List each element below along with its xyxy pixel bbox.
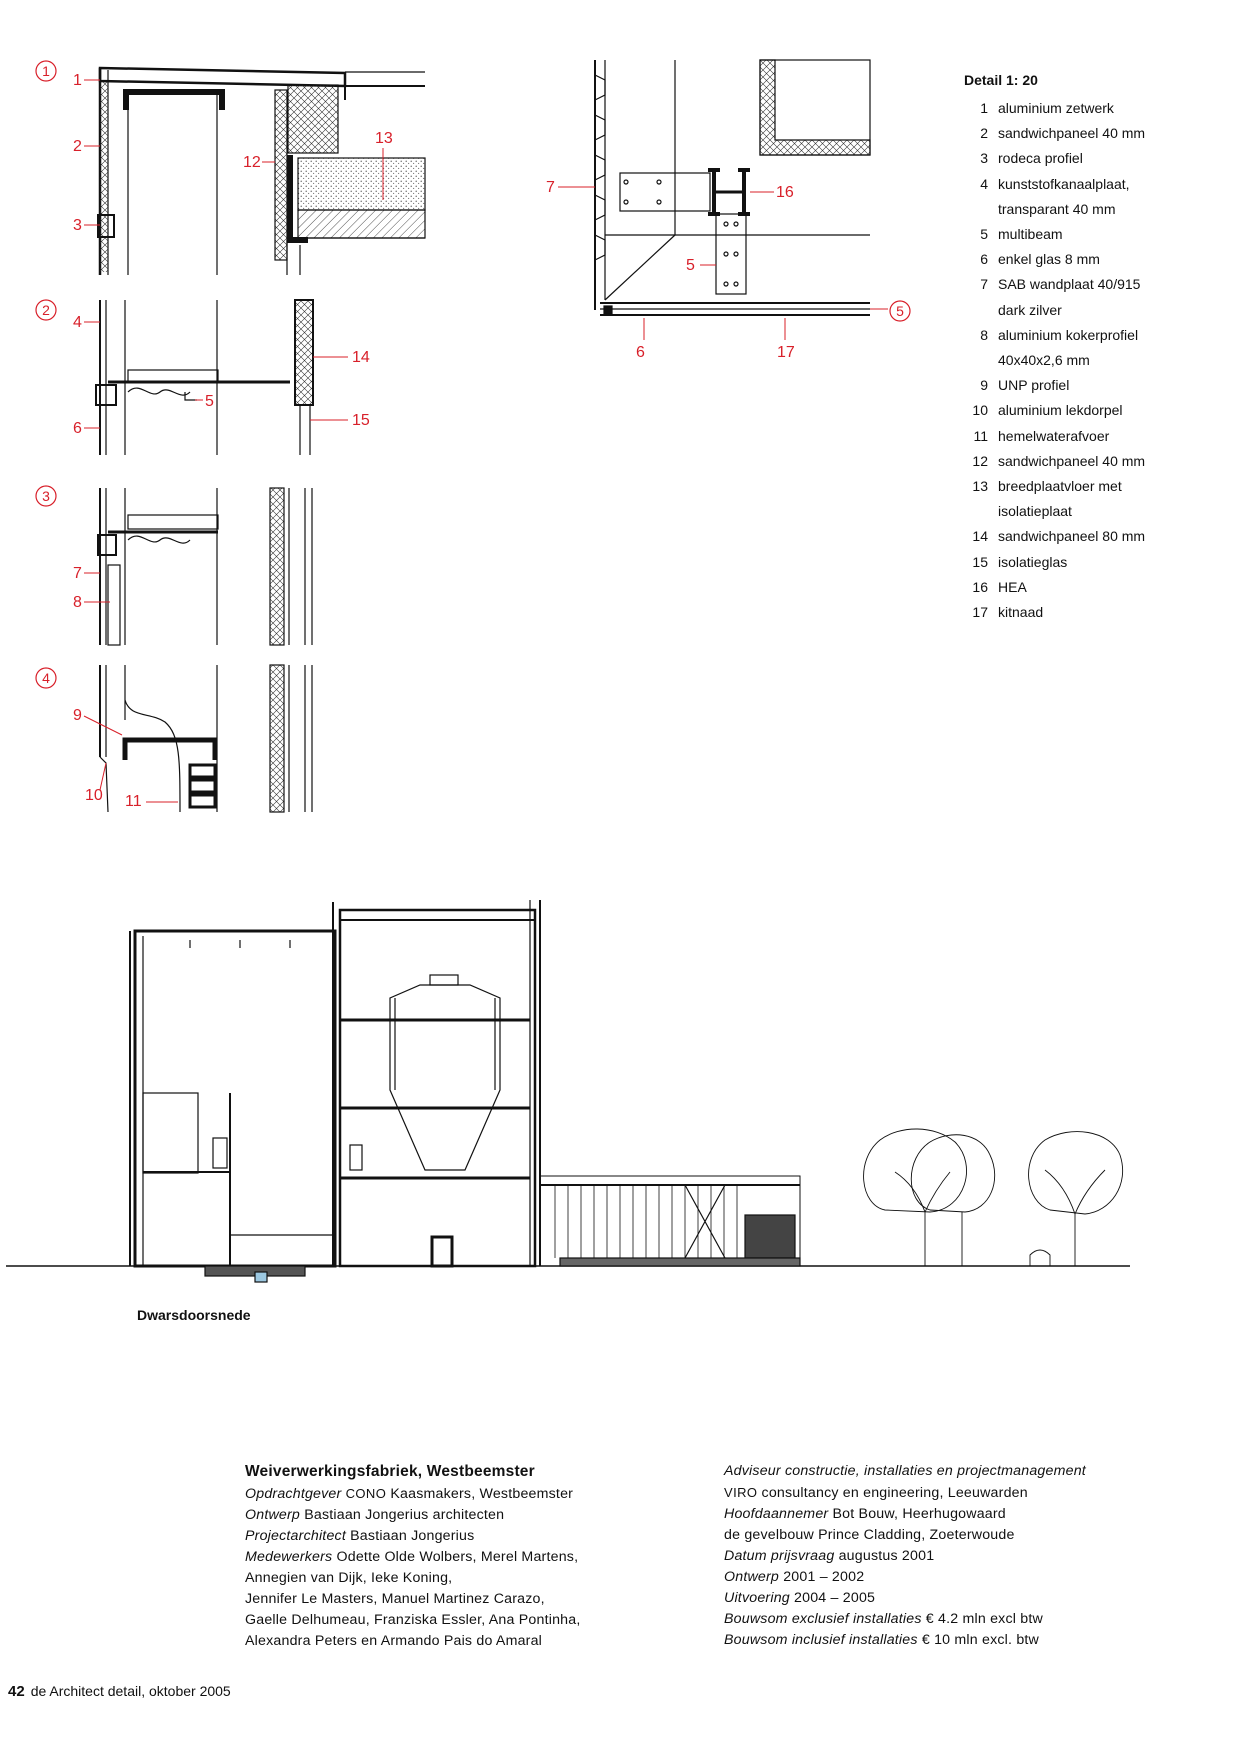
label-13: 13 <box>375 130 393 147</box>
section-caption: Dwarsdoorsnede <box>137 1307 251 1323</box>
colophon-left-rows <box>245 1483 685 1652</box>
legend-item-text: aluminium zetwerk <box>998 100 1114 116</box>
legend-item <box>960 524 1190 549</box>
legend-item-text: HEA <box>998 578 1027 595</box>
legend-item-number: 7 <box>980 276 988 293</box>
legend-item-number: 2 <box>980 125 988 142</box>
legend-item-number: 14 <box>972 528 988 545</box>
colophon-row <box>724 1546 1144 1567</box>
colophon-label: Hoofdaannemer <box>724 1506 829 1522</box>
colophon-label: Projectarchitect <box>245 1528 346 1544</box>
page-footer <box>8 1683 231 1700</box>
colophon-value: de gevelbouw Prince Cladding, Zoeterwoude <box>724 1527 1015 1543</box>
label-6b: 6 <box>636 344 645 361</box>
colophon-label: Adviseur constructie, installaties en projectmanagement <box>724 1463 1086 1479</box>
label-11: 11 <box>125 793 142 810</box>
legend-item-number: 9 <box>980 377 988 394</box>
label-12: 12 <box>243 154 261 171</box>
legend-item-text: sandwichpaneel 80 mm <box>998 528 1146 545</box>
legend-item-number: 8 <box>980 326 988 343</box>
colophon-value: Bastiaan Jongerius <box>350 1528 475 1544</box>
colophon-value: Jennifer Le Masters, Manuel Martinez Carazo, <box>245 1591 545 1607</box>
legend-title: Detail 1: 20 <box>964 72 1038 88</box>
colophon-value: Annegien van Dijk, Ieke Koning, <box>245 1570 453 1586</box>
detail-mark-2: 2 <box>42 302 50 318</box>
colophon-row <box>245 1589 685 1610</box>
legend-item-number: 11 <box>973 427 988 444</box>
detail-mark-4: 4 <box>42 670 50 686</box>
colophon-label: Datum prijsvraag <box>724 1548 835 1564</box>
colophon-row <box>724 1482 1144 1504</box>
legend-item <box>960 449 1190 474</box>
legend-item-number: 10 <box>972 402 988 419</box>
legend-item <box>960 172 1190 222</box>
label-9: 9 <box>73 707 82 724</box>
legend-item <box>960 575 1190 600</box>
legend-item-text: aluminium kokerprofiel 40x40x2,6 mm <box>998 326 1139 369</box>
colophon-row <box>724 1567 1144 1588</box>
colophon-value-rest: Kaasmakers, Westbeemster <box>386 1486 574 1502</box>
legend-item <box>960 96 1190 121</box>
legend-item-text: enkel glas 8 mm <box>998 251 1100 268</box>
legend-item <box>960 247 1190 272</box>
label-14: 14 <box>352 349 370 366</box>
legend-item-text: sandwichpaneel 40 mm <box>998 125 1146 142</box>
colophon-row <box>245 1547 685 1568</box>
colophon-label: Opdrachtgever <box>245 1486 342 1502</box>
label-5: 5 <box>205 393 214 410</box>
colophon-value-rest: consultancy en engineering, Leeuwarden <box>757 1485 1028 1501</box>
detail-1 <box>36 61 425 275</box>
label-7: 7 <box>73 565 82 582</box>
colophon-row <box>245 1610 685 1631</box>
colophon-right-rows <box>724 1461 1144 1651</box>
legend-item-text: UNP profiel <box>998 377 1070 394</box>
label-17: 17 <box>777 344 795 361</box>
colophon-value: € 10 mln excl. btw <box>921 1632 1039 1648</box>
colophon-row <box>245 1483 685 1505</box>
cross-section-drawing <box>0 880 1240 1300</box>
legend-item <box>960 146 1190 171</box>
project-title: Weiverwerkingsfabriek, Westbeemster <box>245 1463 535 1480</box>
legend-item-number: 12 <box>972 452 988 469</box>
colophon-left <box>245 1461 685 1652</box>
label-3: 3 <box>73 217 82 234</box>
legend-item-text: rodeca profiel <box>998 150 1083 167</box>
legend-item-number: 16 <box>972 578 988 595</box>
legend-item-number: 15 <box>972 553 988 570</box>
detail-5 <box>595 60 870 315</box>
colophon-value: 2004 – 2005 <box>794 1590 876 1606</box>
legend-item <box>960 323 1190 373</box>
colophon-row <box>724 1525 1144 1546</box>
footer-publication: de Architect detail, oktober 2005 <box>30 1683 231 1699</box>
colophon-row <box>724 1630 1144 1651</box>
legend-item-text: kitnaad <box>998 604 1044 621</box>
legend-item <box>960 398 1190 423</box>
detail-mark-5: 5 <box>896 303 904 319</box>
label-4: 4 <box>73 314 82 331</box>
colophon-value: Alexandra Peters en Armando Pais do Amaral <box>245 1633 543 1649</box>
legend-item <box>960 121 1190 146</box>
colophon-label: Ontwerp <box>724 1569 780 1585</box>
legend-item-text: hemelwaterafvoer <box>998 427 1110 444</box>
colophon-value: 2001 – 2002 <box>783 1569 865 1585</box>
colophon-value: Bastiaan Jongerius architecten <box>304 1507 505 1523</box>
colophon-value: Gaelle Delhumeau, Franziska Essler, Ana Pontinha, <box>245 1612 581 1628</box>
colophon-right <box>724 1461 1144 1651</box>
legend-item-number: 5 <box>980 226 988 243</box>
legend-item <box>960 424 1190 449</box>
colophon-value: € 4.2 mln excl btw <box>925 1611 1043 1627</box>
label-7b: 7 <box>546 179 555 196</box>
legend-item-text: isolatieglas <box>998 553 1068 570</box>
label-8: 8 <box>73 594 82 611</box>
label-15: 15 <box>352 412 370 429</box>
legend-item-number: 4 <box>980 175 988 192</box>
legend-item-text: SAB wandplaat 40/915 dark zilver <box>998 276 1141 318</box>
label-16: 16 <box>776 184 794 201</box>
legend-item <box>960 600 1190 625</box>
page-number: 42 <box>8 1683 25 1700</box>
legend-item-number: 6 <box>980 251 988 268</box>
legend-item-text: multibeam <box>998 226 1063 243</box>
detail-mark-3: 3 <box>42 488 50 504</box>
colophon-row <box>245 1631 685 1652</box>
legend-item-text: breedplaatvloer met isolatieplaat <box>998 478 1122 520</box>
colophon-value: VIRO <box>724 1485 758 1500</box>
legend-item <box>960 272 1190 322</box>
colophon-row <box>245 1526 685 1547</box>
legend-item-number: 13 <box>972 478 988 495</box>
label-1: 1 <box>73 72 82 89</box>
legend-item <box>960 550 1190 575</box>
legend-item-text: sandwichpaneel 40 mm <box>998 452 1146 469</box>
label-5b: 5 <box>686 257 695 274</box>
legend-item-text: kunststofkanaalplaat, transparant 40 mm <box>998 175 1130 217</box>
colophon-value: augustus 2001 <box>838 1548 935 1564</box>
colophon-label: Bouwsom exclusief installaties <box>724 1611 922 1627</box>
label-2: 2 <box>73 138 82 155</box>
colophon-label: Bouwsom inclusief installaties <box>724 1632 918 1648</box>
colophon-value: CONO <box>345 1486 387 1501</box>
colophon-label: Uitvoering <box>724 1590 790 1606</box>
colophon-value: Bot Bouw, Heerhugowaard <box>832 1506 1006 1522</box>
legend-item <box>960 222 1190 247</box>
detail-mark-1: 1 <box>42 63 50 79</box>
legend-item-number: 17 <box>972 604 988 621</box>
colophon-row <box>245 1505 685 1526</box>
legend-item <box>960 373 1190 398</box>
legend-item <box>960 474 1190 524</box>
detail-4 <box>36 665 312 812</box>
label-6: 6 <box>73 420 82 437</box>
legend-item-number: 1 <box>980 100 988 116</box>
colophon-row <box>724 1588 1144 1609</box>
colophon-row <box>245 1568 685 1589</box>
legend-item-number: 3 <box>980 150 988 167</box>
colophon-row <box>724 1504 1144 1525</box>
legend-list <box>960 96 1190 625</box>
colophon-row <box>724 1609 1144 1630</box>
colophon-row <box>724 1461 1144 1482</box>
legend-item-text: aluminium lekdorpel <box>998 402 1123 419</box>
colophon-value: Odette Olde Wolbers, Merel Martens, <box>336 1549 579 1565</box>
colophon-label: Ontwerp <box>245 1507 301 1523</box>
label-10: 10 <box>85 787 103 804</box>
colophon-label: Medewerkers <box>245 1549 333 1565</box>
